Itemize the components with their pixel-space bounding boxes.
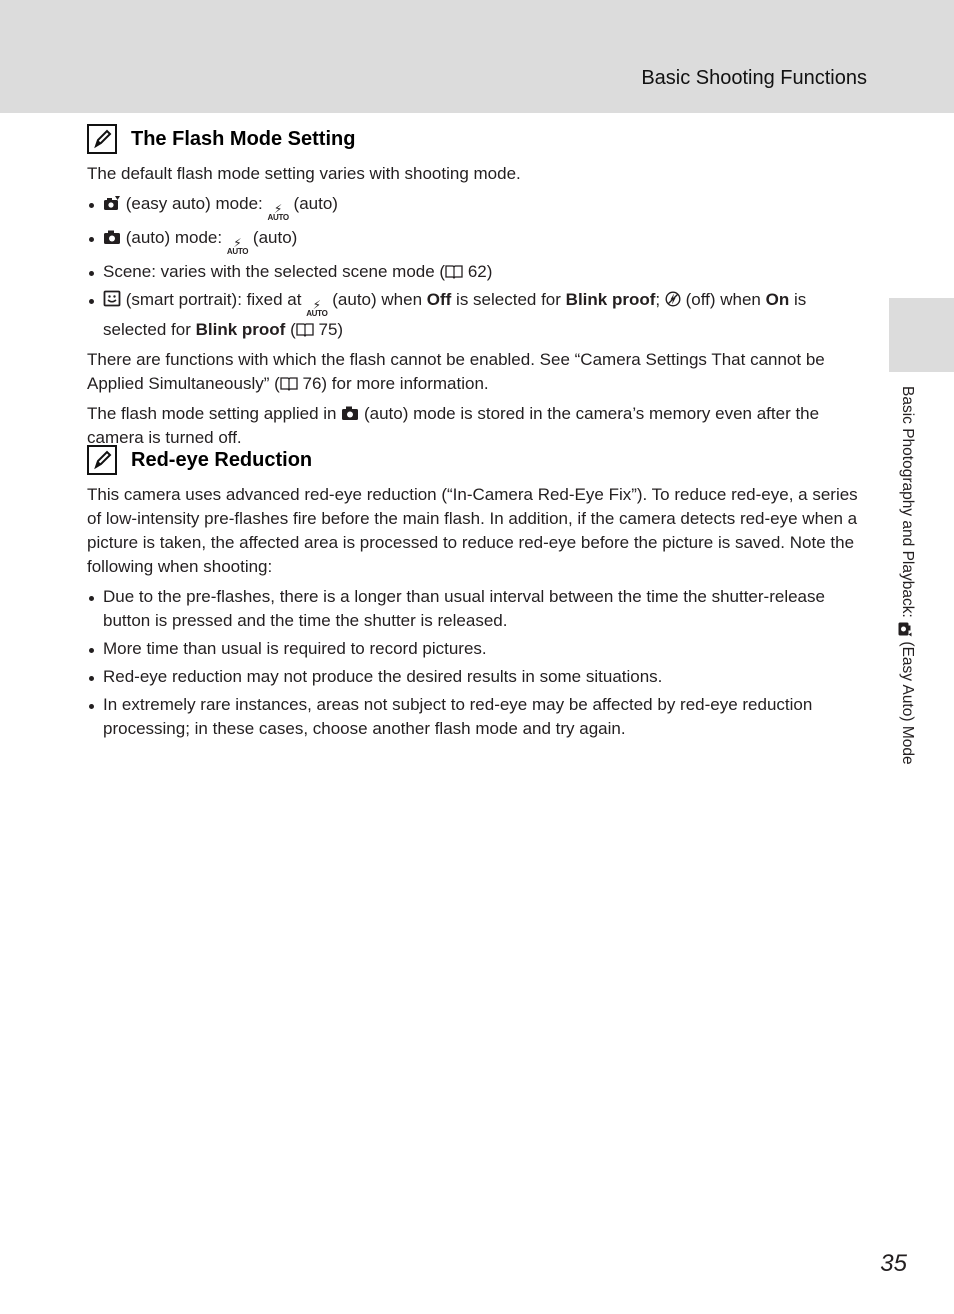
list-item: Scene: varies with the selected scene mode ( 62): [87, 260, 867, 284]
book-reference-icon: [280, 376, 298, 391]
body-paragraph: The flash mode setting applied in (auto) mode is stored in the camera’s memory even after the camera is turned off.: [87, 404, 820, 447]
book-reference-icon: [296, 322, 314, 337]
flash-auto-icon: ⚡ AUTO: [226, 236, 249, 256]
flash-auto-icon: ⚡ AUTO: [306, 298, 328, 318]
flash-auto-icon: ⚡ AUTO: [267, 202, 289, 222]
intro-paragraph: The default flash mode setting varies with shooting mode.: [87, 164, 521, 183]
note-pencil-icon: [87, 445, 117, 475]
easy-auto-camera-icon: [103, 195, 121, 211]
auto-camera-icon: [103, 229, 121, 245]
red-eye-section: [87, 442, 867, 747]
book-reference-icon: [445, 264, 463, 279]
easy-auto-camera-icon: [898, 622, 913, 638]
note-pencil-icon: [87, 124, 117, 154]
list-item: In extremely rare instances, areas not subject to red-eye may be affected by red-eye reduction processing; in these cases, choose another flash mode and try again.: [87, 693, 867, 741]
list-item: (easy auto) mode: ⚡ AUTO (auto): [87, 192, 867, 222]
list-item: (smart portrait): fixed at ⚡ AUTO (auto) when Off is selected for Blink proof; (off) when On is selected for Blink proof ( 75): [87, 288, 867, 342]
flash-mode-section: [87, 121, 867, 456]
side-tab-text-after: (Easy Auto) Mode: [899, 641, 916, 765]
body-paragraph: There are functions with which the flash cannot be enabled. See “Camera Settings That cannot be Applied Simultaneously” ( 76) for more information.: [87, 350, 825, 393]
header-band: [0, 0, 954, 113]
smart-portrait-icon: [103, 290, 121, 307]
intro-paragraph: This camera uses advanced red-eye reduction (“In-Camera Red-Eye Fix”). To reduce red-eye, a series of low-intensity pre-flashes fire before the main flash. In addition, if the camera detects red-eye when a picture is taken, the affected area is processed to reduce red-eye before the picture is saved. Note the following when shooting:: [87, 485, 858, 576]
list-item: Red-eye reduction may not produce the desired results in some situations.: [87, 665, 867, 689]
section-title: The Flash Mode Setting: [131, 127, 356, 150]
list-item: Due to the pre-flashes, there is a longer than usual interval between the time the shutter-release button is pressed and the time the shutter is released.: [87, 585, 867, 633]
flash-default-list: [87, 192, 867, 342]
page-number: 35: [880, 1250, 907, 1277]
list-item: (auto) mode: ⚡ AUTO (auto): [87, 226, 867, 256]
side-tab-text-before: Basic Photography and Playback:: [899, 386, 916, 623]
chapter-title: Basic Shooting Functions: [641, 67, 867, 89]
list-item: More time than usual is required to record pictures.: [87, 637, 867, 661]
red-eye-heading: [87, 442, 867, 478]
flash-mode-heading: [87, 121, 867, 157]
red-eye-notes-list: [87, 585, 867, 741]
section-title: Red-eye Reduction: [131, 448, 313, 471]
side-tab-label: [897, 386, 916, 765]
auto-camera-icon: [341, 405, 359, 421]
side-tab: [889, 298, 954, 372]
flash-off-icon: [665, 291, 681, 307]
